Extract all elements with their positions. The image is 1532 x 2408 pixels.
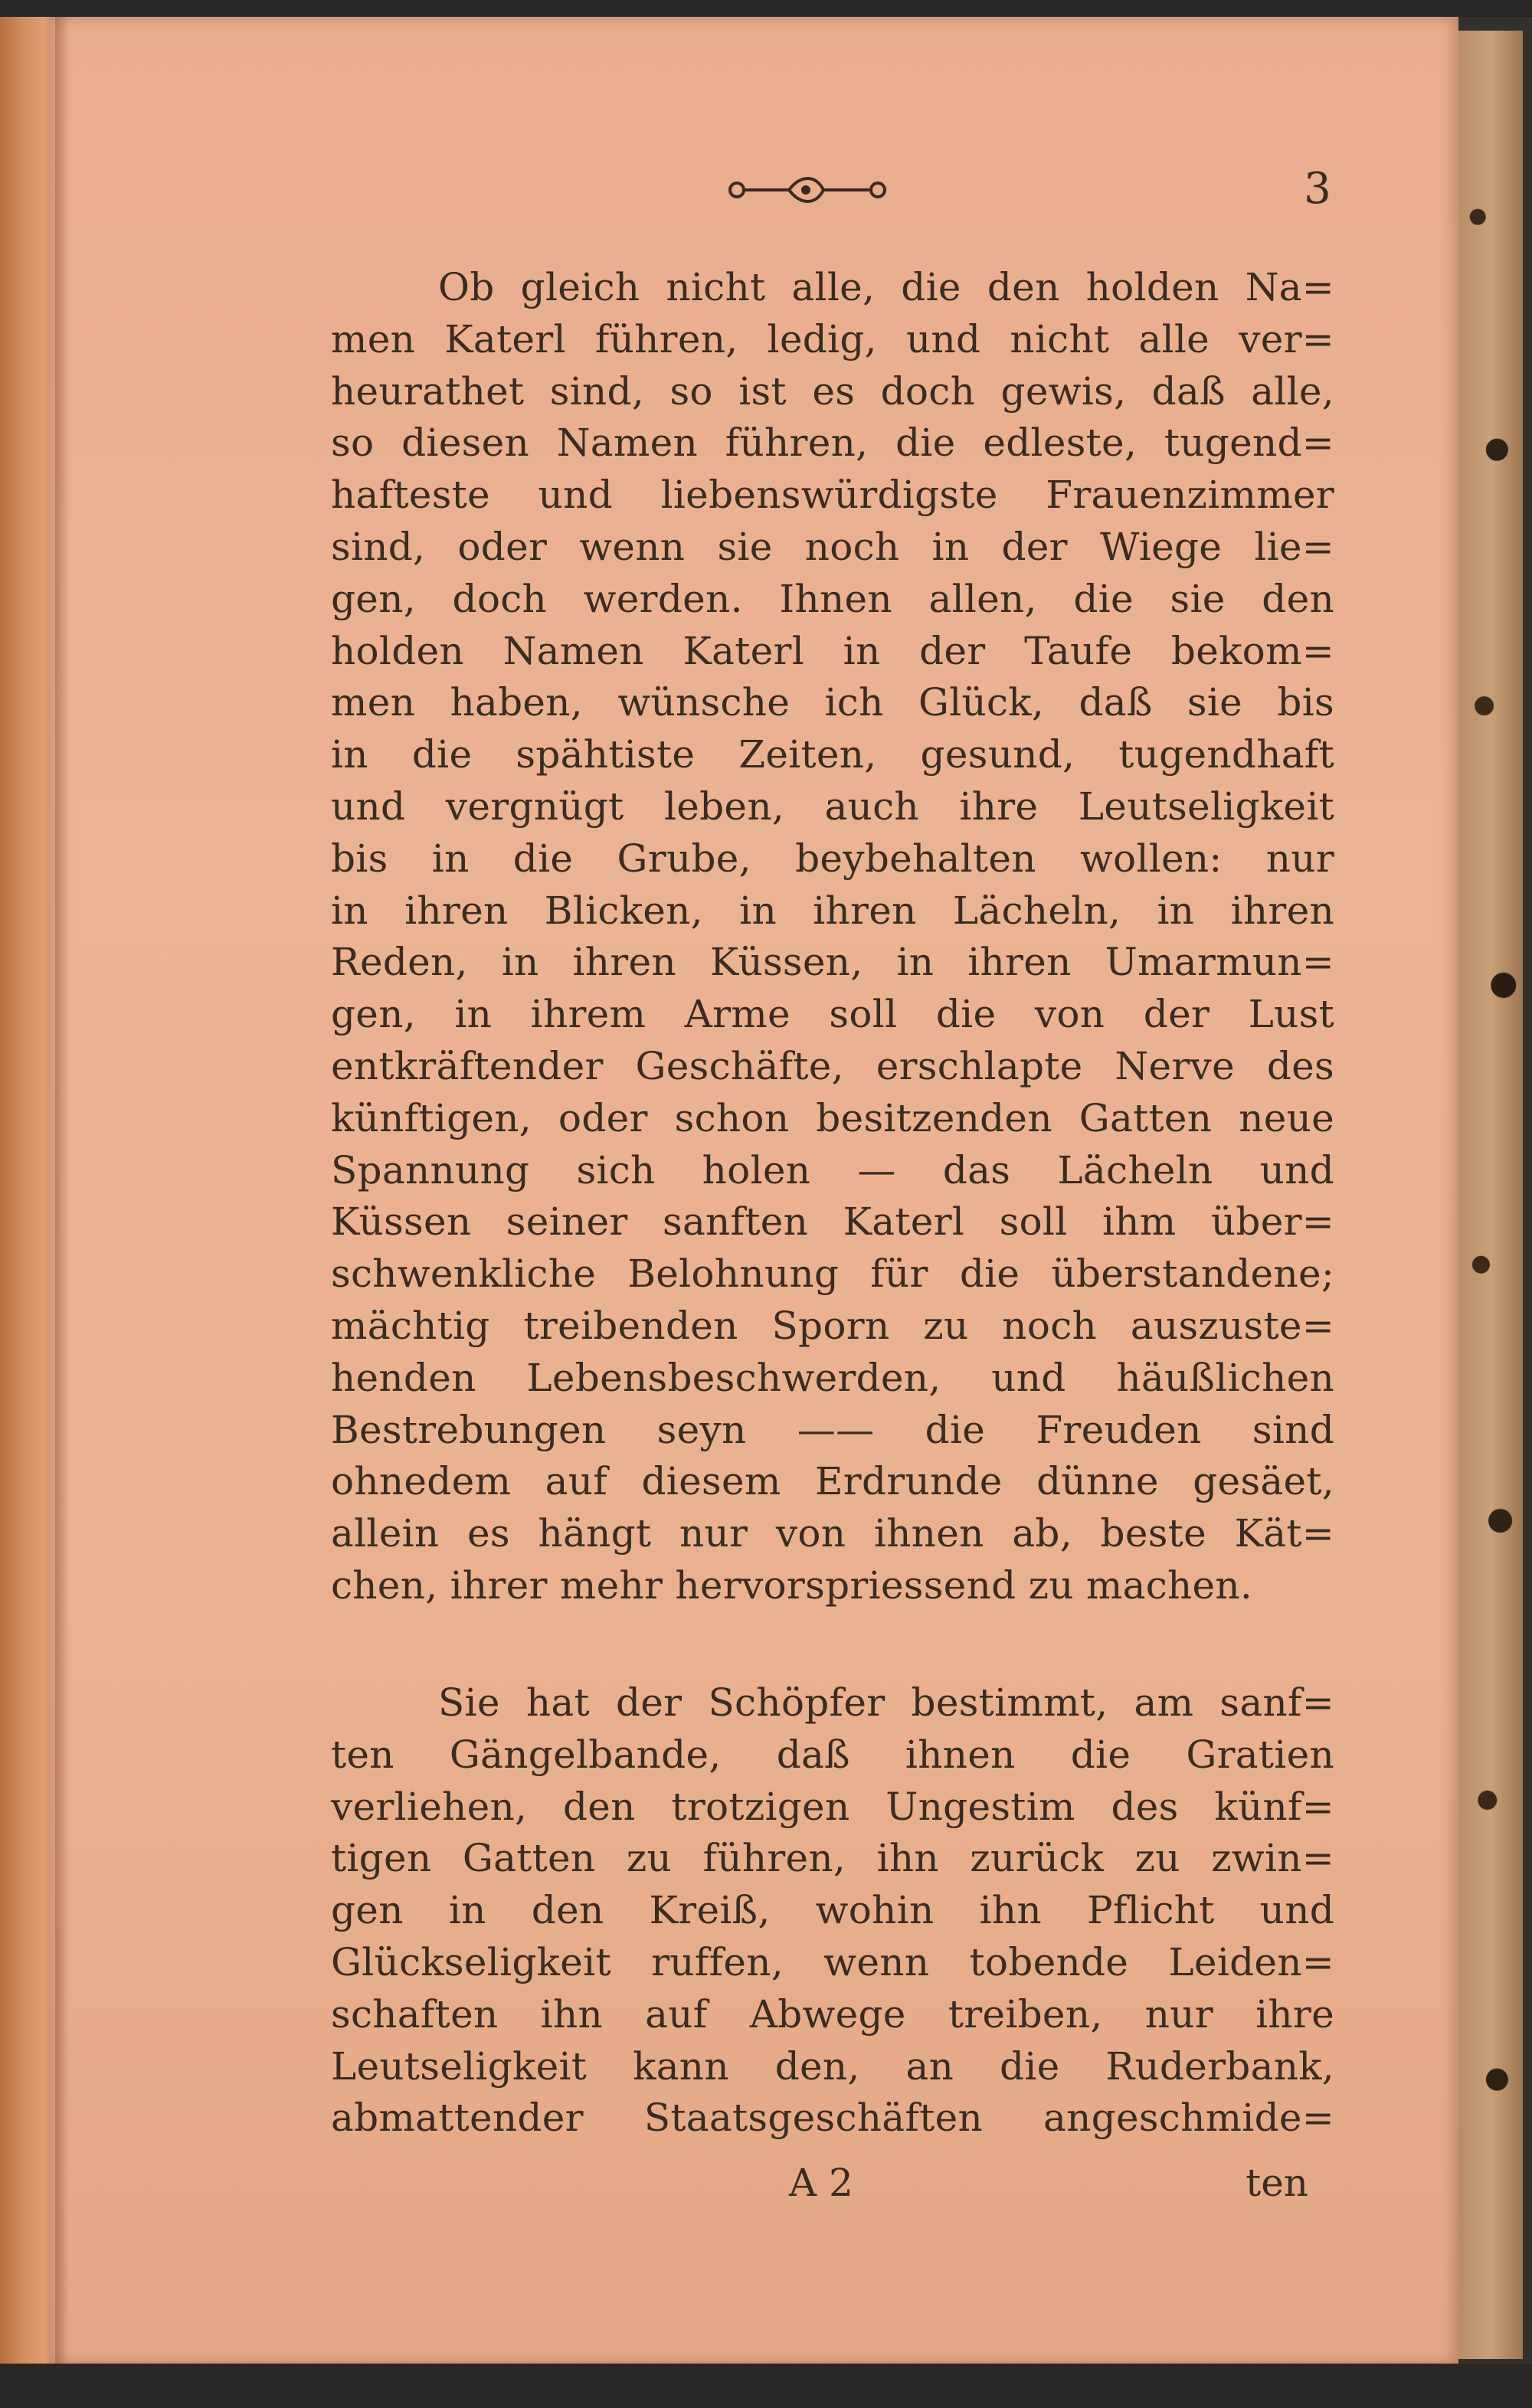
marbled-cover-edge <box>1458 31 1523 2359</box>
signature-mark: A 2 <box>789 2161 853 2205</box>
text-line: allein es hängt nur von ihnen ab, beste Kät= <box>331 1511 1334 1556</box>
text-line: Reden, in ihren Küssen, in ihren Umarmun= <box>331 940 1334 985</box>
text-line: Spannung sich holen — das Lächeln und <box>331 1147 1334 1193</box>
text-line: Sie hat der Schöpfer bestimmt, am sanf= <box>438 1680 1334 1725</box>
text-line: bis in die Grube, beybehalten wollen: nur <box>331 836 1334 881</box>
text-line: abmattender Staatsgeschäften angeschmide= <box>331 2096 1334 2141</box>
text-line: Leutseligkeit kann den, an die Ruderbank, <box>331 2043 1334 2089</box>
page-gutter-shadow <box>55 17 69 2364</box>
text-line: gen, in ihrem Arme soll die von der Lust <box>331 992 1334 1037</box>
text-line: ohnedem auf diesem Erdrunde dünne gesäet, <box>331 1459 1334 1504</box>
text-line: hafteste und liebenswürdigste Frauenzimmer <box>331 473 1334 518</box>
text-line: in ihren Blicken, in ihren Lächeln, in ihren <box>331 888 1334 933</box>
text-line: gen in den Kreiß, wohin ihn Pflicht und <box>331 1888 1334 1933</box>
text-line: mächtig treibenden Sporn zu noch auszuste= <box>331 1303 1334 1348</box>
text-line: verliehen, den trotzigen Ungestim des künf= <box>331 1784 1334 1829</box>
text-line: ten Gängelbande, daß ihnen die Gratien <box>331 1732 1334 1777</box>
page-number: 3 <box>1304 164 1331 214</box>
text-line: und vergnügt leben, auch ihre Leutseligkeit <box>331 784 1334 829</box>
text-line: sind, oder wenn sie noch in der Wiege lie= <box>331 524 1334 569</box>
paragraph-1 <box>331 262 1334 1612</box>
scan-bottom-shadow <box>0 2364 1532 2408</box>
text-line: Ob gleich nicht alle, die den holden Na= <box>438 265 1334 309</box>
text-line: Küssen seiner sanften Katerl soll ihm über= <box>331 1199 1334 1245</box>
text-line: entkräftender Geschäfte, erschlapte Nerve des <box>331 1043 1334 1088</box>
text-line: so diesen Namen führen, die edleste, tugend= <box>331 420 1334 466</box>
text-line: Bestrebungen seyn —— die Freuden sind <box>331 1407 1334 1452</box>
text-line: men haben, wünsche ich Glück, daß sie bis <box>331 680 1334 725</box>
text-line: Glückseligkeit ruffen, wenn tobende Leiden= <box>331 1939 1334 1984</box>
text-line: henden Lebensbeschwerden, und häußlichen <box>331 1355 1334 1400</box>
header-ornament <box>728 167 958 213</box>
text-line: tigen Gatten zu führen, ihn zurück zu zwin= <box>331 1836 1334 1881</box>
text-line: schaften ihn auf Abwege treiben, nur ihre <box>331 1991 1334 2037</box>
text-line: chen, ihrer mehr hervorspriessend zu machen. <box>331 1562 1253 1608</box>
text-line: gen, doch werden. Ihnen allen, die sie den <box>331 576 1334 621</box>
paragraph-2 <box>331 1677 1334 2145</box>
scan-top-shadow <box>0 0 1532 17</box>
text-line: künftigen, oder schon besitzenden Gatten neue <box>331 1095 1334 1140</box>
text-line: schwenkliche Belohnung für die überstandene; <box>331 1251 1334 1297</box>
text-line: in die spähtiste Zeiten, gesund, tugendhaft <box>331 732 1334 777</box>
text-line: heurathet sind, so ist es doch gewis, daß alle, <box>331 368 1334 414</box>
catchword: ten <box>1246 2161 1308 2205</box>
text-line: holden Namen Katerl in der Taufe bekom= <box>331 628 1334 673</box>
text-line: men Katerl führen, ledig, und nicht alle ver= <box>331 316 1334 362</box>
book-left-edge <box>0 17 55 2364</box>
